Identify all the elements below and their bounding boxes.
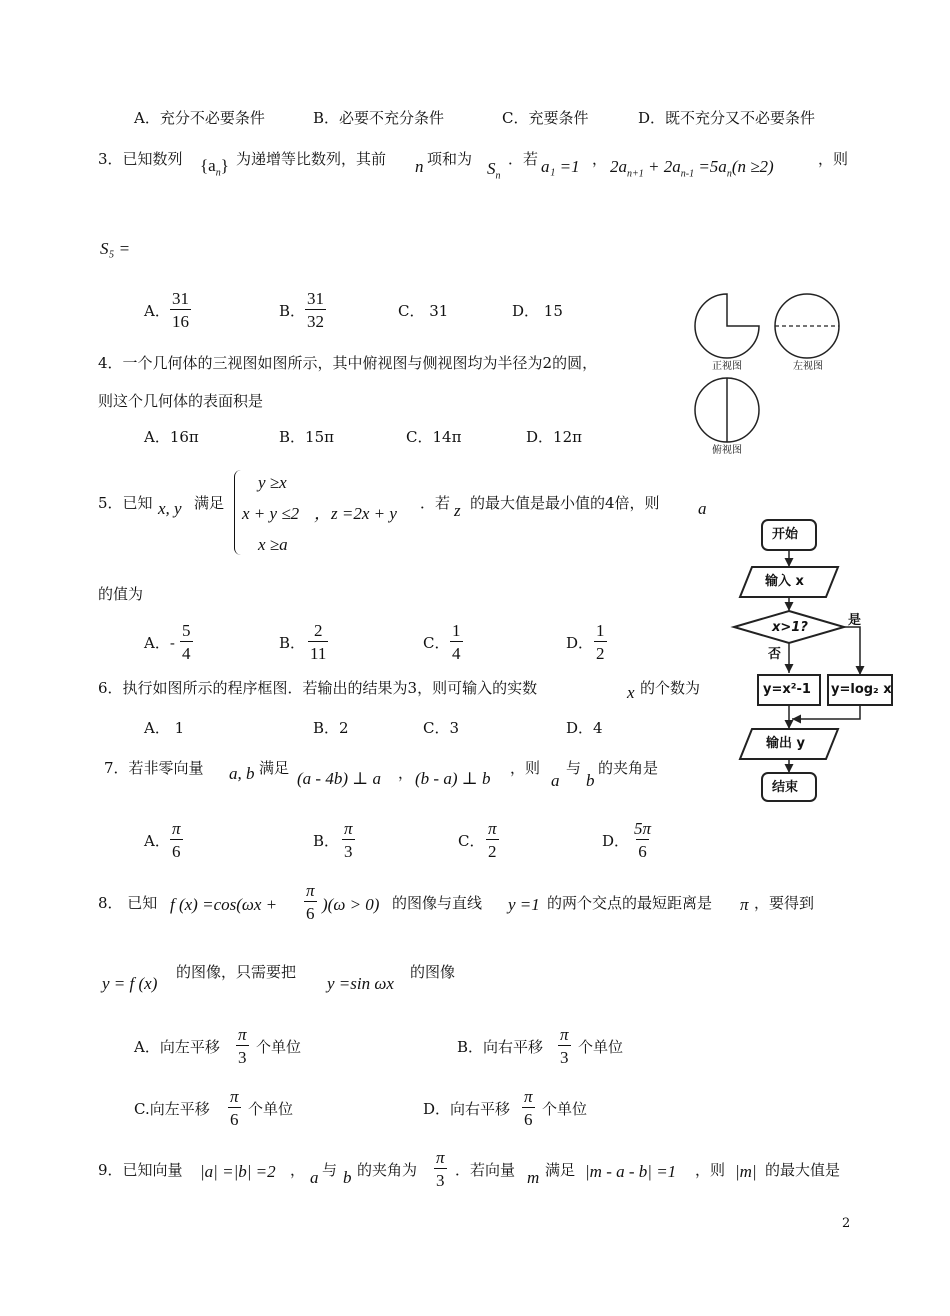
q5-c3: x ≥a — [258, 535, 288, 554]
q3-cond2-b: + 2a — [648, 157, 681, 176]
q4-opt-b: B．15π — [279, 428, 334, 446]
q5-opt-b-frac — [308, 622, 328, 662]
q3-sn-s: S — [487, 159, 496, 178]
q8-opt-c-pre: C.向左平移 — [134, 1100, 210, 1118]
q7-opt-a-frac — [170, 820, 183, 860]
q3-opt-b-label: B． — [279, 302, 306, 320]
q5-lead: 5．已知 — [98, 494, 153, 512]
q5-c1: y ≥x — [258, 473, 287, 492]
q9-frac-den: 3 — [434, 1168, 447, 1189]
q7-opt-d-frac — [632, 820, 653, 860]
q5-line2: 的值为 — [98, 585, 144, 603]
q3-cond2-c: =5a — [698, 157, 727, 176]
flow-merge-right — [792, 705, 860, 719]
q3-sub3: n — [726, 168, 732, 180]
q8-opt-b-den: 3 — [558, 1045, 571, 1066]
q9-m: m — [527, 1168, 540, 1187]
q5-opt-a-label: A．- — [144, 634, 175, 652]
q5-opt-d-label: D． — [566, 634, 594, 652]
top-view-label: 俯视图 — [712, 445, 742, 456]
q4-opt-a: A．16π — [144, 428, 199, 446]
q5-zvar: z — [454, 501, 461, 520]
q4-line2: 则这个几何体的表面积是 — [98, 392, 264, 410]
q5-opt-b-label: B． — [279, 634, 306, 652]
q9-tail: 的最大值是 — [765, 1161, 841, 1179]
q6-xvar: x — [627, 683, 635, 702]
q7-opt-a-num: π — [172, 819, 181, 838]
q7-comma: ， — [398, 764, 414, 782]
q3-n: n — [415, 157, 424, 176]
flow-end-text: 结束 — [772, 780, 799, 795]
q7-a: a — [551, 771, 560, 790]
q3-opt-c: C． 31 — [398, 302, 449, 320]
q3-ruo: ．若 — [508, 150, 539, 168]
q7-opt-d-den: 6 — [636, 839, 649, 860]
q8-opt-c-den: 6 — [228, 1107, 241, 1128]
three-view-figure — [690, 290, 850, 460]
q9-b: b — [343, 1168, 352, 1187]
q5-opt-c-label: C． — [423, 634, 450, 652]
q7-c2: (b - a) ⊥ b — [415, 769, 491, 788]
q9-mid: 的夹角为 — [357, 1161, 418, 1179]
q3-ze: ，则 — [818, 150, 849, 168]
q6-line: 6．执行如图所示的程序框图．若输出的结果为3，则可输入的实数 — [98, 679, 538, 697]
q9-frac — [434, 1149, 447, 1189]
q5-rest: ．若 — [420, 494, 451, 512]
q3-s5: S₅ = — [100, 239, 131, 258]
q3-opt-d: D． 15 — [512, 302, 563, 320]
q5-opt-a-den: 4 — [180, 641, 193, 662]
q8-tail: ，要得到 — [754, 894, 815, 912]
q6-opt-d: D．4 — [566, 719, 603, 737]
q8-y1: y =1 — [508, 895, 540, 914]
q8-opt-a-frac — [236, 1026, 249, 1066]
q3-sn — [487, 160, 501, 181]
q3-mid2: 项和为 — [427, 150, 473, 168]
q3-opt-b-den: 32 — [305, 309, 326, 330]
q8-opt-d-unit: 个单位 — [542, 1100, 588, 1118]
q7-opt-b-label: B． — [313, 832, 340, 850]
q7-b: b — [586, 771, 595, 790]
q3-lead: 3．已知数列 — [98, 150, 183, 168]
q3-seq: $\{a_n\}$ — [200, 156, 229, 179]
q8-opt-b-num: π — [560, 1025, 569, 1044]
q8-mid: 的图像与直线 — [392, 894, 483, 912]
q8-opt-b-frac — [558, 1026, 571, 1066]
q7-opt-b-num: π — [344, 819, 353, 838]
q8-l2b: 的图像，只需要把 — [176, 963, 297, 981]
q2-option-a: A．充分不必要条件 — [134, 109, 265, 127]
q8-f2: )(ω > 0) — [322, 895, 380, 914]
q8-pi: π — [740, 895, 749, 914]
q5-opt-d-frac — [594, 622, 607, 662]
q7-vars: a, b — [229, 764, 255, 783]
q8-l2c: y =sin ωx — [327, 974, 394, 993]
q3-opt-a-frac — [170, 290, 191, 330]
q5-rest2: 的最大值是最小值的4倍，则 — [470, 494, 660, 512]
q7-opt-c-label: C． — [458, 832, 485, 850]
q3-cond1: a₁ =1 — [541, 157, 580, 176]
q4-opt-d: D．12π — [526, 428, 582, 446]
q5-opt-d-num: 1 — [596, 621, 605, 640]
q7-opt-d-num: 5π — [634, 819, 652, 838]
q9-eq3: |m| — [735, 1162, 757, 1181]
q3-opt-a-den: 16 — [170, 309, 191, 330]
q3-opt-b-num: 31 — [307, 289, 324, 308]
q5-vars: x, y — [158, 499, 182, 518]
flow-yes-label: 是 — [848, 613, 862, 628]
q8-f1: f (x) =cos(ωx + — [170, 895, 278, 914]
q8-opt-b-pre: B．向右平移 — [457, 1038, 544, 1056]
q5-opt-b-num: 2 — [313, 621, 323, 640]
q7-manzu: 满足 — [259, 759, 290, 777]
q8-opt-d-pre: D．向右平移 — [423, 1100, 511, 1118]
q7-opt-a-label: A． — [144, 832, 170, 850]
q8-opt-a-den: 3 — [236, 1045, 249, 1066]
q6-opt-c: C．3 — [423, 719, 460, 737]
front-view-label: 正视图 — [712, 361, 742, 372]
q5-opt-c-num: 1 — [452, 621, 461, 640]
q7-ze: ，则 — [510, 759, 541, 777]
q5-brace — [234, 470, 241, 555]
q3-opt-a-num: 31 — [172, 289, 189, 308]
q4-line1: 4．一个几何体的三视图如图所示，其中俯视图与侧视图均为半径为2的圆， — [98, 354, 598, 372]
q9-lead: 9．已知向量 — [98, 1161, 183, 1179]
q3-sub2: n-1 — [680, 168, 695, 180]
flow-no-label: 否 — [768, 647, 782, 662]
q3-seq-sub: n — [215, 167, 221, 179]
page-number: 2 — [842, 1216, 851, 1231]
q7-c1: (a - 4b) ⊥ a — [297, 769, 381, 788]
flow-cond-text: x>1? — [772, 620, 808, 635]
q8-opt-b-unit: 个单位 — [578, 1038, 624, 1056]
flow-left-text: y=x²-1 — [763, 682, 811, 697]
q9-a: a — [310, 1168, 319, 1187]
q8-frac-num: π — [306, 881, 315, 900]
q9-manzu: 满足 — [545, 1161, 576, 1179]
q7-yu: 与 — [566, 759, 582, 777]
q5-manzu: 满足 — [194, 494, 225, 512]
q3-sn-sub: n — [495, 170, 501, 182]
q5-opt-b-den: 11 — [308, 641, 328, 662]
q3-opt-b-frac — [305, 290, 326, 330]
q5-c2: x + y ≤2 — [242, 504, 300, 523]
q3-sub1: n+1 — [627, 168, 644, 180]
q8-opt-d-num: π — [524, 1087, 533, 1106]
q8-opt-a-num: π — [238, 1025, 247, 1044]
q9-frac-num: π — [436, 1148, 445, 1167]
q8-opt-a-pre: A．向左平移 — [134, 1038, 220, 1056]
q9-eq2: |m - a - b| =1 — [585, 1162, 677, 1181]
q3-cond2-a: 2a — [610, 157, 627, 176]
q3-comma: ， — [592, 150, 608, 168]
q8-l2d: 的图像 — [410, 963, 456, 981]
q8-opt-a-unit: 个单位 — [256, 1038, 302, 1056]
q7-tail: 的夹角是 — [598, 759, 659, 777]
q5-opt-c-frac — [450, 622, 463, 662]
q3-seq-text: {a — [200, 156, 216, 175]
q8-opt-c-num: π — [230, 1087, 239, 1106]
flow-arrow-yes — [844, 627, 860, 675]
q7-opt-c-num: π — [488, 819, 497, 838]
flow-start-text: 开始 — [772, 527, 799, 542]
q3-mid: 为递增等比数列，其前 — [236, 150, 387, 168]
q8-opt-d-frac — [522, 1088, 535, 1128]
q9-c1: ， — [290, 1161, 306, 1179]
q7-opt-a-den: 6 — [170, 839, 183, 860]
q8-lead: 8． 已知 — [98, 894, 158, 912]
q7-opt-c-den: 2 — [486, 839, 499, 860]
q8-opt-c-unit: 个单位 — [248, 1100, 294, 1118]
q7-opt-c-frac — [486, 820, 499, 860]
q4-opt-c: C．14π — [406, 428, 462, 446]
q8-l2a: y = f (x) — [102, 974, 158, 993]
side-view-label: 左视图 — [793, 361, 823, 372]
q7-opt-d-label: D． — [602, 832, 630, 850]
q2-option-d: D．既不充分又不必要条件 — [638, 109, 816, 127]
front-view-shape — [695, 294, 759, 358]
q8-opt-d-den: 6 — [522, 1107, 535, 1128]
q5-opt-d-den: 2 — [594, 641, 607, 662]
q9-yu: 与 — [322, 1161, 338, 1179]
q7-lead: 7．若非零向量 — [104, 759, 204, 777]
q7-opt-b-den: 3 — [342, 839, 355, 860]
q8-frac-den: 6 — [304, 901, 317, 922]
q3-cond2-d: (n ≥2) — [731, 157, 774, 176]
q3-opt-a-label: A． — [144, 302, 170, 320]
q8-frac — [304, 882, 317, 922]
q9-ze: ，则 — [695, 1161, 726, 1179]
q5-z: ，z =2x + y — [314, 504, 397, 523]
q6-tail: 的个数为 — [640, 679, 701, 697]
q5-opt-c-den: 4 — [450, 641, 463, 662]
flow-right-text: y=log₂ x — [831, 682, 892, 697]
q6-opt-a: A． 1 — [144, 719, 185, 737]
q9-eq1: |a| =|b| =2 — [200, 1162, 276, 1181]
q2-option-b: B．必要不充分条件 — [313, 109, 445, 127]
q6-opt-b: B．2 — [313, 719, 349, 737]
flowchart — [730, 515, 900, 805]
q8-mid2: 的两个交点的最短距离是 — [547, 894, 713, 912]
q5-opt-a-num: 5 — [182, 621, 191, 640]
flow-output-text: 输出 y — [766, 736, 806, 751]
q8-opt-c-frac — [228, 1088, 241, 1128]
q5-avar: a — [698, 499, 707, 518]
q7-opt-b-frac — [342, 820, 355, 860]
q3-cond2 — [610, 158, 774, 179]
flow-input-text: 输入 x — [765, 574, 804, 589]
q2-option-c: C．充要条件 — [502, 109, 589, 127]
q5-opt-a-frac — [180, 622, 193, 662]
q9-mid2: ．若向量 — [455, 1161, 516, 1179]
